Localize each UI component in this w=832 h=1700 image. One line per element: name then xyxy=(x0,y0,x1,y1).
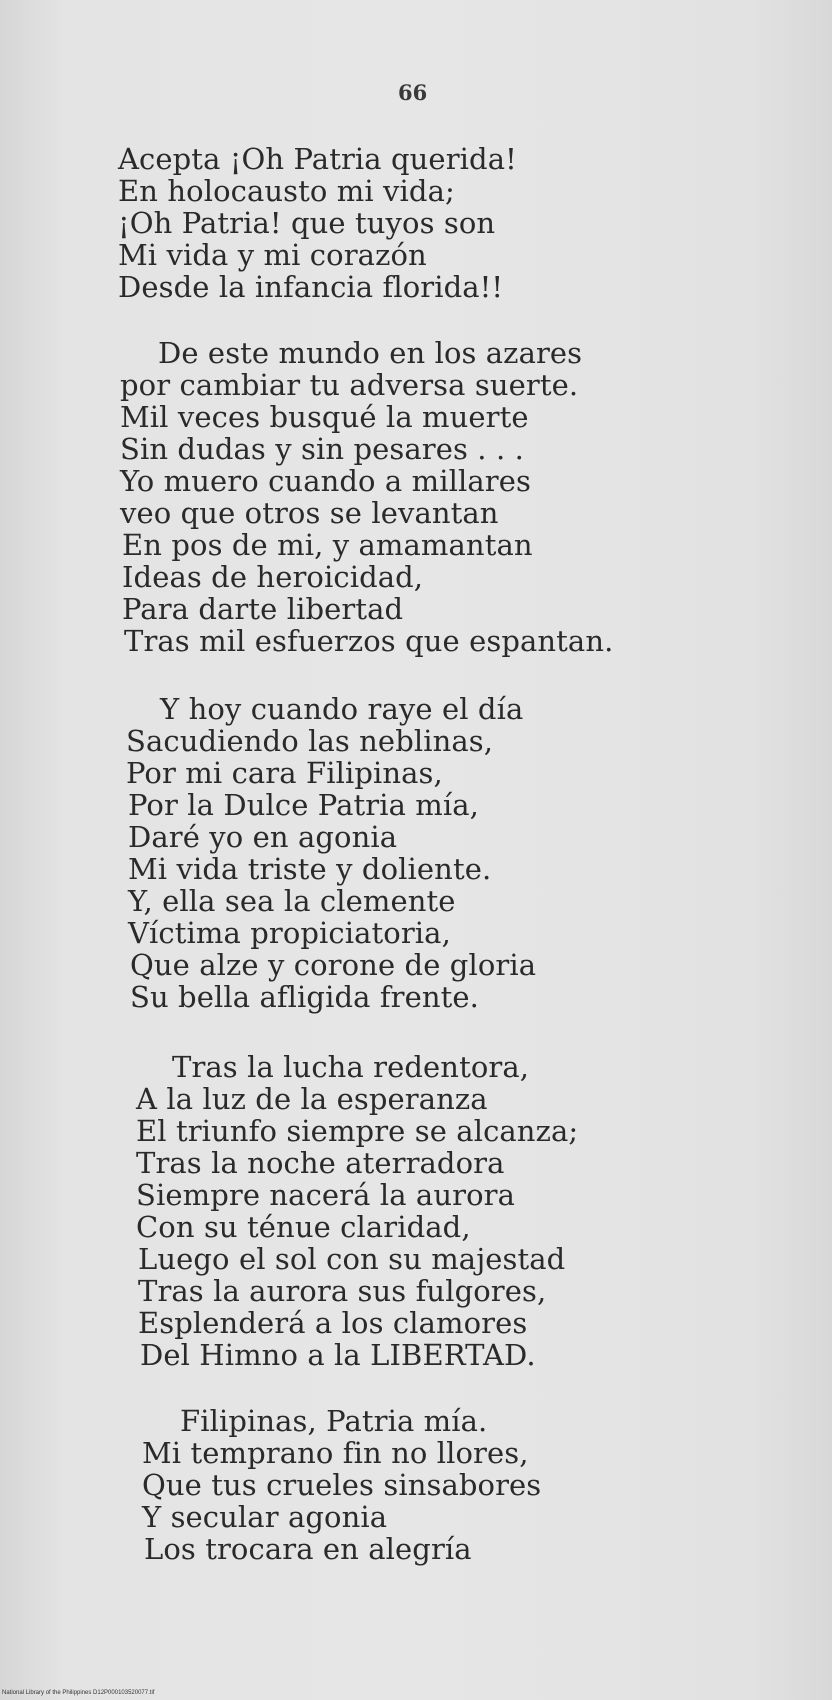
poem-line: Sin dudas y sin pesares . . . xyxy=(120,432,524,466)
poem-line: Siempre nacerá la aurora xyxy=(136,1178,515,1212)
poem-line: El triunfo siempre se alcanza; xyxy=(136,1114,579,1148)
poem-line: Por mi cara Filipinas, xyxy=(126,756,443,790)
poem-line: Acepta ¡Oh Patria querida! xyxy=(118,142,517,176)
poem-line: Y hoy cuando raye el día xyxy=(160,692,524,726)
poem-line: A la luz de la esperanza xyxy=(136,1082,488,1116)
poem-line: Filipinas, Patria mía. xyxy=(180,1404,488,1438)
poem-line: veo que otros se levantan xyxy=(120,496,499,530)
poem-line: En holocausto mi vida; xyxy=(118,174,455,208)
poem-line: Esplenderá a los clamores xyxy=(138,1306,528,1340)
poem-line: Mi temprano fin no llores, xyxy=(142,1436,529,1470)
poem-line: Para darte libertad xyxy=(122,592,404,626)
poem-line: Del Himno a la LIBERTAD. xyxy=(140,1338,536,1372)
poem-line: En pos de mi, y amamantan xyxy=(122,528,533,562)
poem-line: Luego el sol con su majestad xyxy=(138,1242,566,1276)
poem-line: Mi vida triste y doliente. xyxy=(128,852,492,886)
poem-line: Y, ella sea la clemente xyxy=(128,884,456,918)
poem-line: Daré yo en agonia xyxy=(128,820,398,854)
poem-line: Mi vida y mi corazón xyxy=(118,238,427,272)
poem-line: Tras la aurora sus fulgores, xyxy=(138,1274,547,1308)
poem-line: Con su ténue claridad, xyxy=(136,1210,471,1244)
poem-line: Desde la infancia florida!! xyxy=(118,270,504,304)
poem-line: ¡Oh Patria! que tuyos son xyxy=(118,206,496,240)
poem-line: Tras la noche aterradora xyxy=(136,1146,505,1180)
poem-line: Por la Dulce Patria mía, xyxy=(128,788,479,822)
poem-line: Que tus crueles sinsabores xyxy=(142,1468,542,1502)
poem-line: Mil veces busqué la muerte xyxy=(120,400,529,434)
page-number: 66 xyxy=(398,80,428,105)
poem-line: De este mundo en los azares xyxy=(158,336,583,370)
poem-line: por cambiar tu adversa suerte. xyxy=(120,368,579,402)
poem-line: Ideas de heroicidad, xyxy=(122,560,424,594)
poem-line: Yo muero cuando a millares xyxy=(120,464,531,498)
poem-line: Su bella afligida frente. xyxy=(130,980,479,1014)
poem-line: Sacudiendo las neblinas, xyxy=(126,724,494,758)
poem-line: Tras la lucha redentora, xyxy=(172,1050,530,1084)
poem-line: Que alze y corone de gloria xyxy=(130,948,537,982)
footer-caption: National Library of the Philippines D12P000103520077.tif xyxy=(2,1690,155,1696)
poem-line: Los trocara en alegría xyxy=(144,1532,472,1566)
poem-line: Y secular agonia xyxy=(142,1500,388,1534)
poem-line: Víctima propiciatoria, xyxy=(128,916,451,950)
poem-line: Tras mil esfuerzos que espantan. xyxy=(124,624,614,658)
